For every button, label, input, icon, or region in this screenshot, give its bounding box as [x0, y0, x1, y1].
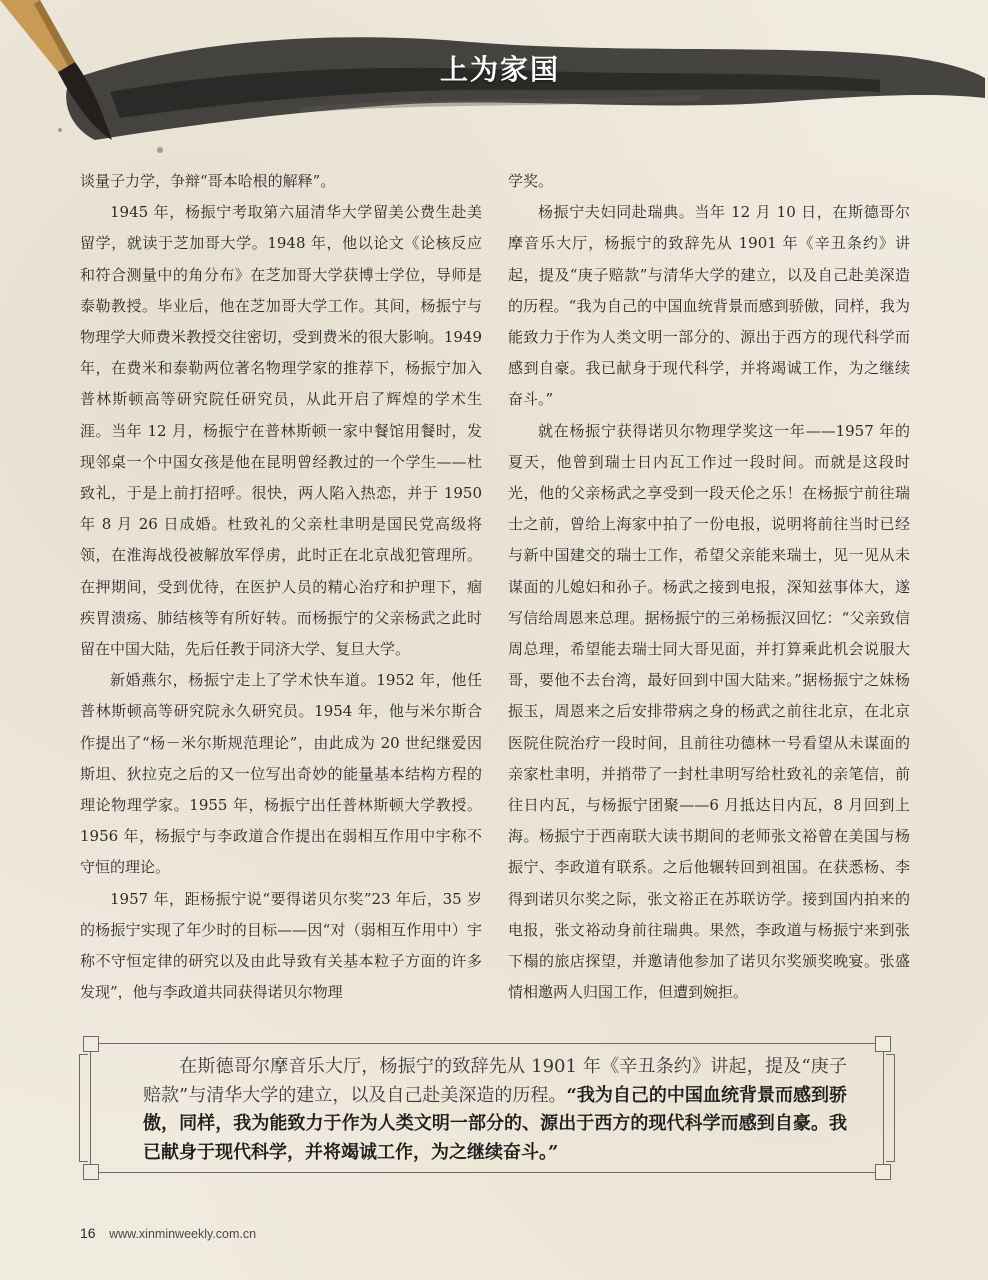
paragraph: 1945 年，杨振宁考取第六届清华大学留美公费生赴美留学，就读于芝加哥大学。1948 年，他以论文《论核反应和符合测量中的角分布》在芝加哥大学获博士学位，导师是泰勒教授。毕业后，他在芝加哥大学工作。其间，杨振宁与物理学大师费米教授交往密切，受到费米的很大影响。1949 年，在费米和泰勒两位著名物理学家的推荐下，杨振宁加入普林斯顿高等研究院任研究员，从此开启了辉煌的学术生涯。当年 12 月，杨振宁在普林斯顿一家中餐馆用餐时，发现邻桌一个中国女孩是他在昆明曾经教过的一个学生——杜致礼，于是上前打招呼。很快，两人陷入热恋，并于 1950 年 8 月 26 日成婚。杜致礼的父亲杜聿明是国民党高级将领，在淮海战役被解放军俘虏，此时正在北京战犯管理所。在押期间，受到优待，在医护人员的精心治疗和护理下，痼疾胃溃疡、肺结核等有所好转。而杨振宁的父亲杨武之此时留在中国大陆，先后任教于同济大学、复旦大学。: [80, 203, 482, 659]
pull-quote-normal: 在斯德哥尔摩音乐大厅，杨振宁的致辞先从 1901 年《辛丑条约》讲起，提及“庚子赔款”与清华大学的建立，以及自己赴美深造的历程。: [143, 1056, 847, 1106]
paragraph: 就在杨振宁获得诺贝尔物理学奖这一年——1957 年的夏天，他曾到瑞士日内瓦工作过一段时间。而就是这段时光，他的父亲杨武之享受到一段天伦之乐！在杨振宁前往瑞士之前，曾给上海家中拍了一份电报，说明将前往当时已经与新中国建交的瑞士工作，希望父亲能来瑞士，见一见从未谋面的儿媳妇和孙子。杨武之接到电报，深知兹事体大，遂写信给周恩来总理。据杨振宁的三弟杨振汉回忆：“父亲致信周总理，希望能去瑞士同大哥见面，并打算乘此机会说服大哥，要他不去台湾，最好回到中国大陆来。”据杨振宁之妹杨振玉，周恩来之后安排带病之身的杨武之前往北京，在北京医院住院治疗一段时间，且前往功德林一号看望从未谋面的亲家杜聿明，并捎带了一封杜聿明写给杜致礼的亲笔信，前往日内瓦，与杨振宁团聚——6 月抵达日内瓦，8 月回到上海。杨振宁于西南联大读书期间的老师张文裕曾在美国与杨振宁、李政道有联系。之后他辗转回到祖国。在获悉杨、李得到诺贝尔奖之际，张文裕正在苏联访学。接到国内拍来的电报，张文裕动身前往瑞典。果然，李政道与杨振宁来到张下榻的旅店探望，并邀请他参加了诺贝尔奖颁奖晚宴。张盛情相邀两人归国工作，但遭到婉拒。: [508, 421, 910, 1002]
pull-quote-box: [90, 1043, 884, 1173]
paragraph: 新婚燕尔，杨振宁走上了学术快车道。1952 年，他任普林斯顿高等研究院永久研究员。1954 年，他与米尔斯合作提出了“杨－米尔斯规范理论”，由此成为 20 世纪继爱因斯坦、狄拉克之后的又一位写出奇妙的能量基本结构方程的理论物理学家。1955 年，杨振宁出任普林斯顿大学教授。1956 年，杨振宁与李政道合作提出在弱相互作用中宇称不守恒的理论。: [80, 671, 482, 877]
brush-icon: [0, 0, 112, 140]
page-footer: [80, 1225, 256, 1241]
pull-quote-text: [143, 1053, 847, 1167]
paragraph: 谈量子力学，争辩“哥本哈根的解释”。: [80, 172, 336, 190]
section-title: 上为家国: [440, 53, 561, 86]
website-url: www.xinminweekly.com.cn: [109, 1227, 257, 1241]
frame-corner-ornament: [83, 1036, 99, 1052]
left-column: [80, 166, 482, 1008]
frame-corner-ornament: [875, 1164, 891, 1180]
right-column: [508, 166, 910, 1008]
paragraph: 学奖。: [508, 172, 554, 190]
pull-quote-bold: “我为自己的中国血统背景而感到骄傲，同样，我为能致力于作为人类文明一部分的、源出于西方的现代科学而感到自豪。我已献身于现代科学，并将竭诚工作，为之继续奋斗。”: [143, 1084, 848, 1163]
frame-corner-ornament: [83, 1164, 99, 1180]
frame-corner-ornament: [875, 1036, 891, 1052]
paragraph: 杨振宁夫妇同赴瑞典。当年 12 月 10 日，在斯德哥尔摩音乐大厅，杨振宁的致辞先从 1901 年《辛丑条约》讲起，提及“庚子赔款”与清华大学的建立，以及自己赴美深造的历程。“我为自己的中国血统背景而感到骄傲，同样，我为能致力于作为人类文明一部分的、源出于西方的现代科学而感到自豪。我已献身于现代科学，并将竭诚工作，为之继续奋斗。”: [508, 203, 910, 409]
page-number: 16: [80, 1225, 96, 1241]
paragraph: 1957 年，距杨振宁说“要得诺贝尔奖”23 年后，35 岁的杨振宁实现了年少时的目标——因“对（弱相互作用中）宇称不守恒定律的研究以及由此导致有关基本粒子方面的许多发现”，他与李政道共同获得诺贝尔物理: [80, 889, 482, 1002]
